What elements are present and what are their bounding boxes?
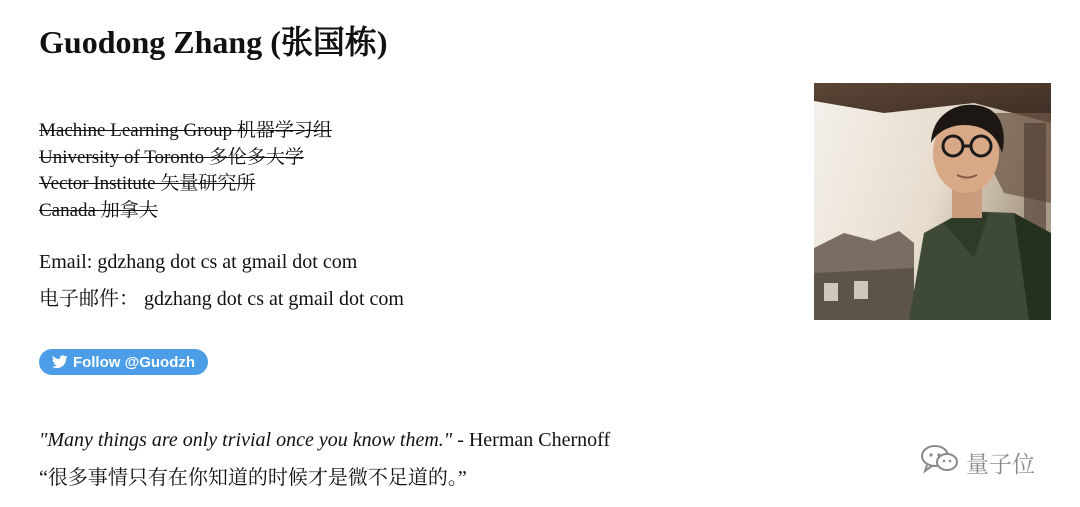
affiliation-item: Canada 加拿大 xyxy=(39,199,158,221)
twitter-bird-icon xyxy=(52,355,68,369)
quote-attribution: - Herman Chernoff xyxy=(452,429,611,451)
email-chinese xyxy=(39,286,404,312)
email-chinese-label: 电子邮件： xyxy=(39,288,139,310)
affiliation-item: Machine Learning Group 机器学习组 xyxy=(39,120,332,141)
wechat-icon xyxy=(920,444,960,480)
profile-photo xyxy=(814,83,1051,320)
page-title: Guodong Zhang (张国栋) xyxy=(39,24,388,60)
wechat-watermark xyxy=(920,444,1035,480)
quote-text: "Many things are only trivial once you know them." xyxy=(39,429,453,451)
email-chinese-value: gdzhang dot cs at gmail dot com xyxy=(144,288,404,310)
email-english: Email: gdzhang dot cs at gmail dot com xyxy=(39,251,358,273)
quote-chinese: “很多事情只有在你知道的时候才是微不足道的。” xyxy=(39,467,467,489)
affiliation-item: University of Toronto 多伦多大学 xyxy=(39,146,304,168)
watermark-label: 量子位 xyxy=(966,451,1035,478)
affiliation-item: Vector Institute 矢量研究所 xyxy=(39,173,256,194)
affiliation-list xyxy=(39,118,332,224)
quote-english xyxy=(39,426,610,454)
twitter-follow-button[interactable] xyxy=(39,349,208,375)
twitter-follow-label: Follow @Guodzh xyxy=(72,353,196,371)
